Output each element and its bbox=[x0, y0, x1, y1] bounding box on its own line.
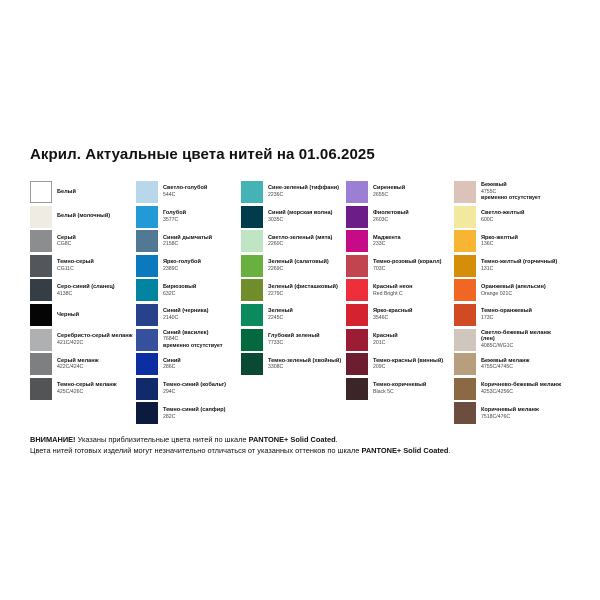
color-info bbox=[163, 206, 245, 228]
pantone-code: 4138C bbox=[57, 290, 73, 297]
pantone-code: 294C bbox=[163, 388, 176, 395]
color-info bbox=[57, 206, 139, 228]
color-swatch bbox=[346, 255, 368, 277]
color-info bbox=[481, 279, 563, 301]
color-info bbox=[268, 279, 350, 301]
color-name: Светло-зеленый (мята) bbox=[268, 234, 333, 241]
page-title: Акрил. Актуальные цвета нитей на 01.06.2025 bbox=[30, 146, 375, 163]
color-info bbox=[481, 304, 563, 326]
color-info bbox=[57, 279, 139, 301]
color-name: Белый bbox=[57, 188, 76, 195]
color-info bbox=[163, 353, 245, 375]
color-name: Бирюзовый bbox=[163, 283, 197, 290]
color-name: Голубой bbox=[163, 209, 187, 216]
pantone-code: CG11C bbox=[57, 265, 74, 272]
color-info bbox=[373, 206, 455, 228]
color-info bbox=[481, 329, 563, 351]
pantone-code: 2260C bbox=[268, 241, 284, 248]
color-swatch bbox=[346, 206, 368, 228]
pantone-code: 3308C bbox=[268, 364, 284, 371]
color-info bbox=[163, 181, 245, 203]
pantone-code: 7733C bbox=[268, 339, 284, 346]
color-swatch bbox=[241, 329, 263, 351]
color-swatch bbox=[241, 230, 263, 252]
color-info bbox=[481, 353, 563, 375]
color-name: Красный неон bbox=[373, 283, 413, 290]
color-info bbox=[268, 206, 350, 228]
pantone-code: 2389C bbox=[163, 265, 179, 272]
pantone-code: 7684C bbox=[163, 336, 179, 343]
color-swatch bbox=[136, 402, 158, 424]
pantone-code: 2158C bbox=[163, 241, 179, 248]
color-info bbox=[373, 181, 455, 203]
pantone-code: 3546C bbox=[373, 315, 389, 322]
color-name: Зеленый (салатовый) bbox=[268, 259, 329, 266]
pantone-code: 425C/426C bbox=[57, 388, 84, 395]
pantone-code: 544C bbox=[163, 192, 176, 199]
pantone-code: Red Bright C bbox=[373, 290, 403, 297]
color-swatch bbox=[30, 279, 52, 301]
color-name: Темно-коричневый bbox=[373, 382, 427, 389]
color-name: Маджента bbox=[373, 234, 401, 241]
color-swatch bbox=[346, 230, 368, 252]
color-info bbox=[268, 230, 350, 252]
color-swatch bbox=[346, 181, 368, 203]
notice-dot-2: . bbox=[448, 446, 451, 455]
color-name: Синий bbox=[163, 357, 181, 364]
color-swatch bbox=[241, 181, 263, 203]
pantone-code: 2140C bbox=[163, 315, 179, 322]
color-swatch bbox=[454, 402, 476, 424]
pantone-code: 4755C bbox=[481, 188, 497, 195]
notice-prefix: ВНИМАНИЕ! bbox=[30, 435, 76, 444]
color-name: Темно-желтый (горчичный) bbox=[481, 259, 558, 266]
color-swatch bbox=[346, 279, 368, 301]
availability-note: временно отсутствует bbox=[163, 342, 223, 349]
color-swatch bbox=[454, 378, 476, 400]
color-info bbox=[163, 279, 245, 301]
color-swatch bbox=[346, 304, 368, 326]
pantone-code: CG8C bbox=[57, 241, 72, 248]
pantone-code: 2603C bbox=[373, 216, 389, 223]
color-swatch bbox=[454, 353, 476, 375]
color-swatch bbox=[241, 304, 263, 326]
color-info bbox=[163, 378, 245, 400]
color-swatch bbox=[30, 353, 52, 375]
pantone-code: 2245C bbox=[268, 315, 284, 322]
color-swatch bbox=[30, 329, 52, 351]
color-swatch bbox=[30, 181, 52, 203]
color-info bbox=[373, 329, 455, 351]
color-name: Черный bbox=[57, 311, 80, 318]
color-swatch bbox=[454, 279, 476, 301]
notice-text-1: Указаны приблизительные цвета нитей по шкале bbox=[75, 435, 249, 444]
color-name: Темно-красный (винный) bbox=[373, 357, 444, 364]
color-info bbox=[268, 255, 350, 277]
color-name: Светло-желтый bbox=[481, 209, 525, 216]
color-info bbox=[57, 378, 139, 400]
notice bbox=[30, 434, 451, 456]
pantone-code: 286C bbox=[163, 364, 176, 371]
color-swatch bbox=[454, 255, 476, 277]
pantone-code: 4253C/4256C bbox=[481, 388, 514, 395]
color-info bbox=[268, 304, 350, 326]
color-swatch bbox=[241, 206, 263, 228]
pantone-code: 3577C bbox=[163, 216, 179, 223]
color-name: Синий (василек) bbox=[163, 329, 209, 336]
pantone-code: 282C bbox=[163, 413, 176, 420]
availability-note: временно отсутствует bbox=[481, 195, 541, 202]
color-name: Белый (молочный) bbox=[57, 213, 111, 220]
color-name: Темно-зеленый (хвойный) bbox=[268, 357, 342, 364]
color-name: Бежевый меланж bbox=[481, 357, 530, 364]
color-swatch bbox=[30, 304, 52, 326]
color-name: Темно-серый меланж bbox=[57, 382, 117, 389]
color-name: Сиреневый bbox=[373, 185, 406, 192]
color-info bbox=[373, 353, 455, 375]
pantone-code: 600C bbox=[481, 216, 494, 223]
color-name: Красный bbox=[373, 332, 398, 339]
color-swatch bbox=[136, 230, 158, 252]
pantone-code: 201C bbox=[373, 339, 386, 346]
pantone-code: 131C bbox=[481, 265, 494, 272]
pantone-code: Orange 021C bbox=[481, 290, 513, 297]
color-name: Серо-синий (сланец) bbox=[57, 283, 115, 290]
color-swatch bbox=[241, 279, 263, 301]
pantone-code: 2269C bbox=[268, 265, 284, 272]
notice-scale-2: PANTONE+ Solid Coated bbox=[361, 446, 449, 455]
color-info bbox=[268, 329, 350, 351]
color-name: Бежевый bbox=[481, 182, 507, 189]
color-info bbox=[481, 402, 563, 424]
color-swatch bbox=[241, 255, 263, 277]
pantone-code: 173C bbox=[481, 315, 494, 322]
color-name: Серебристо-серый меланж bbox=[57, 332, 133, 339]
color-info bbox=[373, 230, 455, 252]
color-swatch bbox=[454, 329, 476, 351]
notice-text-2: Цвета нитей готовых изделий могут незначительно отличаться от указанных оттенков по шкале bbox=[30, 446, 362, 455]
color-info bbox=[163, 402, 245, 424]
pantone-code: Black 5C bbox=[373, 388, 394, 395]
color-swatch bbox=[30, 206, 52, 228]
color-name: Коричневый меланж bbox=[481, 406, 539, 413]
color-info bbox=[57, 329, 139, 351]
color-swatch bbox=[136, 181, 158, 203]
color-info bbox=[481, 378, 563, 400]
color-name: Серый меланж bbox=[57, 357, 99, 364]
color-swatch bbox=[241, 353, 263, 375]
color-info bbox=[57, 304, 139, 326]
color-name: Сине-зеленый (тиффани) bbox=[268, 185, 340, 192]
color-name: Серый bbox=[57, 234, 76, 241]
pantone-code: 2655C bbox=[373, 192, 389, 199]
color-swatch bbox=[346, 329, 368, 351]
color-info bbox=[57, 181, 139, 203]
pantone-code: 209C bbox=[373, 364, 386, 371]
color-name: Коричнево-бежевый меланж bbox=[481, 382, 562, 389]
notice-scale-1: PANTONE+ Solid Coated bbox=[248, 435, 336, 444]
color-swatch bbox=[30, 378, 52, 400]
notice-dot-1: . bbox=[335, 435, 338, 444]
color-name: Синий (черника) bbox=[163, 308, 209, 315]
color-swatch bbox=[136, 329, 158, 351]
color-name: Зеленый bbox=[268, 308, 293, 315]
color-name: Ярко-голубой bbox=[163, 259, 201, 266]
color-name: Синий (морская волна) bbox=[268, 209, 333, 216]
color-name: Синий дымчатый bbox=[163, 234, 213, 241]
notice-line-1 bbox=[30, 434, 451, 445]
color-name: Темно-розовый (коралл) bbox=[373, 259, 442, 266]
color-info bbox=[373, 304, 455, 326]
color-name: Темно-синий (сапфир) bbox=[163, 406, 226, 413]
color-swatch bbox=[346, 353, 368, 375]
color-info bbox=[373, 378, 455, 400]
color-name: Ярко-красный bbox=[373, 308, 413, 315]
pantone-code: 632C bbox=[163, 290, 176, 297]
color-swatch bbox=[454, 206, 476, 228]
color-info bbox=[163, 255, 245, 277]
color-swatch bbox=[136, 353, 158, 375]
color-name: Ярко-желтый bbox=[481, 234, 518, 241]
color-info bbox=[57, 230, 139, 252]
pantone-code: 2279C bbox=[268, 290, 284, 297]
pantone-code: 136C bbox=[481, 241, 494, 248]
color-name: Фиолетовый bbox=[373, 209, 409, 216]
color-info bbox=[163, 304, 245, 326]
pantone-code: 7518C/476C bbox=[481, 413, 511, 420]
color-info bbox=[163, 329, 245, 351]
color-info bbox=[481, 206, 563, 228]
color-swatch bbox=[30, 230, 52, 252]
color-swatch bbox=[136, 206, 158, 228]
notice-line-2 bbox=[30, 445, 451, 456]
color-swatch bbox=[136, 304, 158, 326]
color-info bbox=[268, 181, 350, 203]
color-swatch bbox=[136, 255, 158, 277]
color-swatch bbox=[30, 255, 52, 277]
color-name: Оранжевый (апельсин) bbox=[481, 283, 546, 290]
color-info bbox=[481, 255, 563, 277]
pantone-code: 4755C/4745C bbox=[481, 364, 514, 371]
color-info bbox=[481, 230, 563, 252]
color-swatch bbox=[454, 304, 476, 326]
color-name: Зеленый (фисташковый) bbox=[268, 283, 338, 290]
color-info bbox=[57, 255, 139, 277]
color-info bbox=[163, 230, 245, 252]
color-swatch bbox=[346, 378, 368, 400]
pantone-code: 422C/424C bbox=[57, 364, 84, 371]
color-name: Темно-синий (кобальт) bbox=[163, 382, 227, 389]
color-name: Светло-голубой bbox=[163, 185, 208, 192]
color-info bbox=[481, 181, 563, 203]
pantone-code: 233C bbox=[373, 241, 386, 248]
color-swatch bbox=[136, 279, 158, 301]
pantone-code: 3035C bbox=[268, 216, 284, 223]
color-info bbox=[373, 255, 455, 277]
color-info bbox=[57, 353, 139, 375]
color-name: Светло-бежевый меланж (лен) bbox=[481, 329, 551, 343]
pantone-code: 4085C/WG1C bbox=[481, 343, 514, 350]
pantone-code: 2236C bbox=[268, 192, 284, 199]
pantone-code: 703C bbox=[373, 265, 386, 272]
color-swatch bbox=[454, 181, 476, 203]
color-name: Глубокий зеленый bbox=[268, 332, 320, 339]
pantone-code: 421C/422C bbox=[57, 339, 84, 346]
color-swatch bbox=[136, 378, 158, 400]
color-swatch bbox=[454, 230, 476, 252]
color-name: Темно-серый bbox=[57, 259, 94, 266]
color-info bbox=[268, 353, 350, 375]
color-name: Темно-оранжевый bbox=[481, 308, 532, 315]
color-info bbox=[373, 279, 455, 301]
